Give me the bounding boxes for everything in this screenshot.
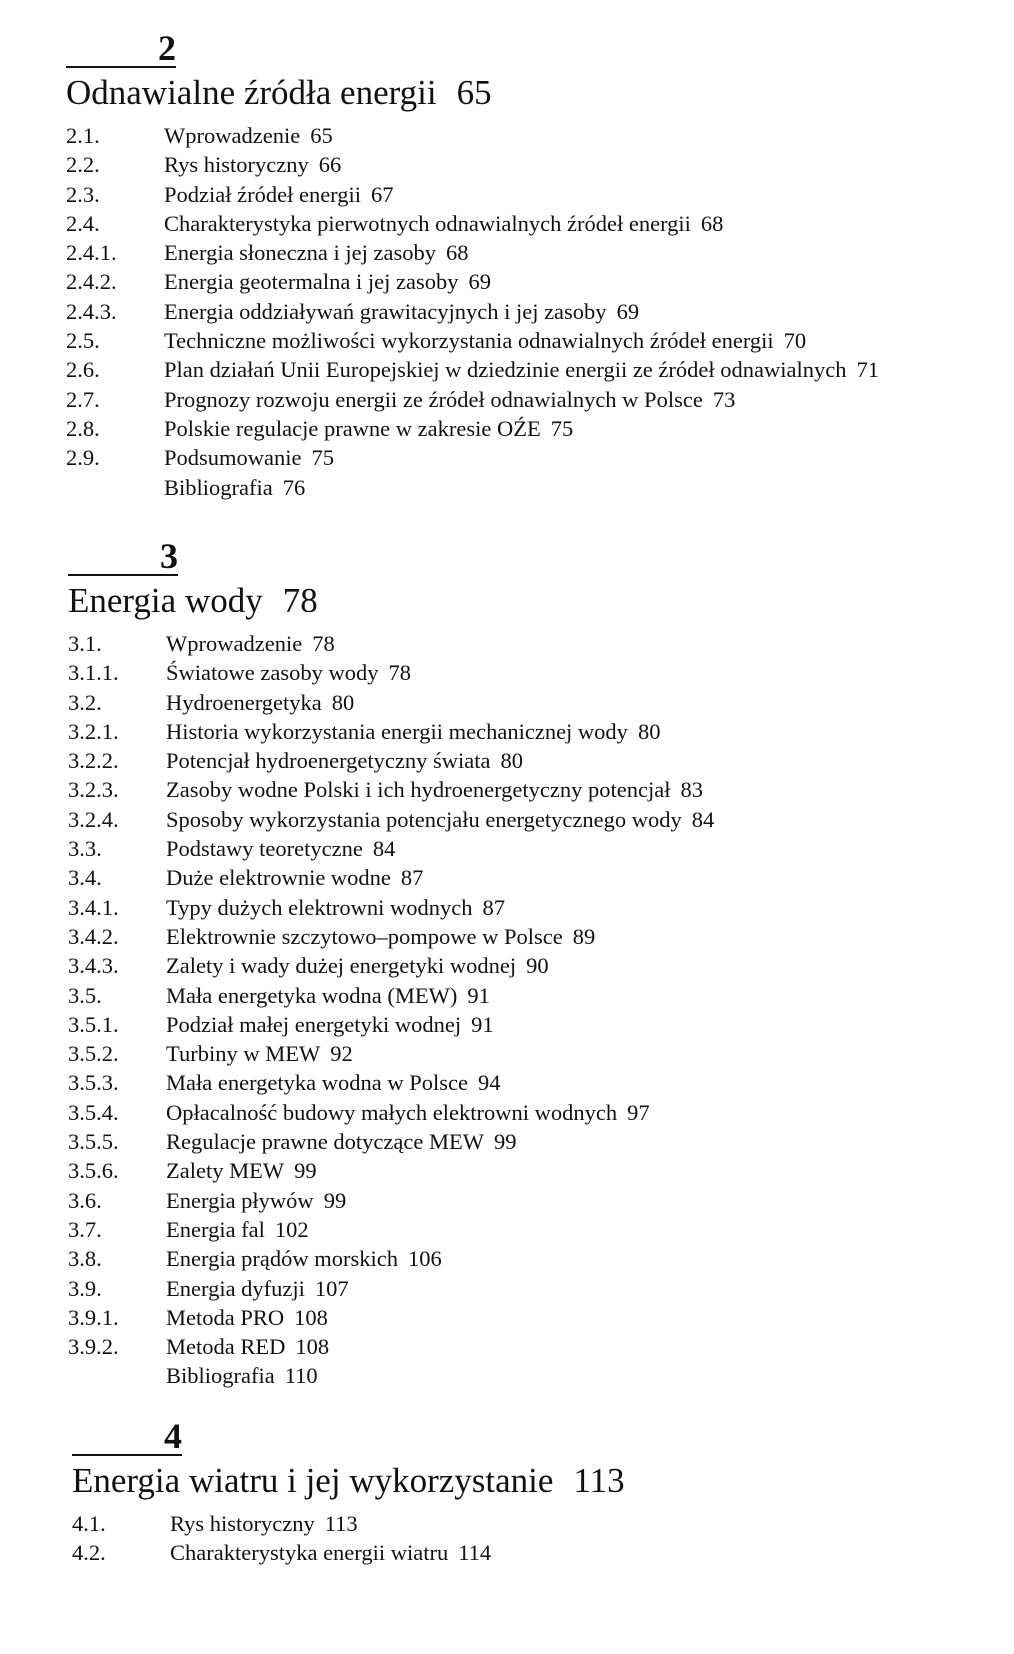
- toc-entry: [72, 1509, 625, 1538]
- toc-entry-page: 78: [312, 631, 335, 656]
- toc-entry-number: 3.5.2.: [68, 1041, 119, 1067]
- toc-entry: [68, 629, 335, 658]
- toc-entry-page: 68: [445, 240, 469, 266]
- chapter-number: 4: [164, 1416, 182, 1456]
- toc-entry-title: Elektrownie szczytowo–pompowe w Polsce: [166, 923, 563, 949]
- toc-entry-number: 3.7.: [68, 1216, 102, 1242]
- toc-entry-page: 97: [627, 1099, 650, 1125]
- toc-entry: [66, 150, 492, 179]
- toc-entry: [72, 1538, 625, 1567]
- toc-entry-title-group: [164, 180, 394, 209]
- toc-entry-page: 70: [783, 328, 807, 354]
- toc-entry-page: 110: [284, 1363, 318, 1389]
- toc-entry-page: 71: [856, 357, 879, 383]
- toc-entry: [66, 414, 574, 443]
- toc-entry-title: Polskie regulacje prawne w zakresie OŹE: [164, 415, 541, 441]
- chapter-page: 65: [456, 73, 492, 112]
- toc-entry-title: Wprowadzenie: [166, 631, 303, 656]
- toc-entry-title-group: [164, 414, 573, 443]
- toc-entry-title: Opłacalność budowy małych elektrowni wodnych: [166, 1099, 618, 1125]
- toc-entry-title-group: [166, 863, 423, 892]
- toc-entry-page: 108: [294, 1304, 328, 1330]
- toc-entry: [68, 658, 411, 687]
- toc-entry-title-group: [166, 775, 703, 804]
- toc-entry-number: 3.8.: [68, 1246, 102, 1272]
- toc-entry-number: 2.4.3.: [66, 298, 117, 324]
- toc-entry-number: 3.5.1.: [68, 1011, 119, 1037]
- toc-entry-title-group: [164, 238, 468, 267]
- chapter-title-text: Odnawialne źródła energii: [66, 73, 437, 112]
- toc-entry-number: 3.5.5.: [68, 1129, 119, 1155]
- toc-entry-page: 80: [500, 748, 523, 774]
- chapter-page: 78: [282, 581, 318, 620]
- toc-entry-title-group: [166, 922, 595, 951]
- toc-entry-title: Podsumowanie: [164, 445, 302, 471]
- toc-entry: [68, 717, 661, 746]
- toc-entry-number: 4.2.: [72, 1540, 106, 1566]
- toc-entry-title-group: [166, 746, 523, 775]
- toc-entry: [68, 1332, 330, 1361]
- toc-entry-number: 3.4.3.: [68, 953, 119, 979]
- toc-entry-page: 114: [458, 1540, 492, 1566]
- toc-entry-page: 69: [616, 298, 640, 324]
- toc-entry: [68, 1010, 494, 1039]
- toc-entry-title: Energia fal: [166, 1216, 265, 1242]
- toc-entry-title: Energia pływów: [166, 1187, 314, 1213]
- toc-entry-page: 84: [372, 836, 396, 862]
- toc-list: [66, 121, 879, 502]
- toc-entry-page: 106: [408, 1246, 442, 1272]
- toc-entry: [66, 355, 879, 384]
- toc-entry: [68, 688, 355, 717]
- toc-entry-number: 3.4.: [68, 865, 102, 891]
- toc-entry-title: Energia dyfuzji: [166, 1275, 305, 1301]
- toc-entry-title: Bibliografia: [166, 1363, 275, 1389]
- toc-list: [68, 629, 715, 1391]
- toc-entry-page: 65: [310, 123, 333, 148]
- chapter-page: 113: [573, 1461, 625, 1500]
- toc-entry-number: 3.1.: [68, 631, 102, 656]
- toc-entry-page: 83: [680, 777, 703, 803]
- chapter-number: 2: [158, 28, 176, 68]
- toc-entry-number: 2.4.2.: [66, 269, 117, 295]
- toc-entry: [68, 1039, 353, 1068]
- toc-entry-title-group: [164, 443, 334, 472]
- toc-entry-title: Typy dużych elektrowni wodnych: [166, 894, 473, 920]
- toc-entry-page: 66: [318, 152, 342, 178]
- toc-entry-title: Energia oddziaływań grawitacyjnych i jej zasoby: [164, 298, 607, 324]
- toc-entry-title: Prognozy rozwoju energii ze źródeł odnawialnych w Polsce: [164, 386, 703, 412]
- toc-entry: [68, 951, 549, 980]
- toc-entry-title: Rys historyczny: [164, 152, 309, 178]
- toc-entry: [66, 121, 492, 150]
- toc-entry-title: Hydroenergetyka: [166, 689, 322, 715]
- toc-entry: [68, 1127, 517, 1156]
- chapter-rule: [66, 66, 176, 68]
- toc-entry: [68, 775, 703, 804]
- toc-entry-number: 3.9.: [68, 1275, 102, 1301]
- toc-entry-title: Podział małej energetyki wodnej: [166, 1011, 462, 1037]
- toc-entry: [68, 1215, 318, 1244]
- toc-entry-number: 4.1.: [72, 1511, 106, 1536]
- toc-entry-title-group: [166, 1332, 329, 1361]
- toc-entry-page: 84: [691, 806, 715, 832]
- toc-entry-title-group: [170, 1538, 491, 1567]
- toc-entry-page: 69: [468, 269, 491, 295]
- toc-entry-page: 99: [323, 1187, 347, 1213]
- toc-entry-number: 3.5.6.: [68, 1158, 119, 1184]
- toc-entry-page: 91: [471, 1011, 494, 1037]
- toc-entry-page: 87: [400, 865, 424, 891]
- toc-entry-title-group: [166, 805, 714, 834]
- chapter-title-text: Energia wiatru i jej wykorzystanie: [72, 1461, 554, 1500]
- toc-entry-title: Metoda PRO: [166, 1304, 285, 1330]
- toc-entry-title-group: [166, 1156, 317, 1185]
- toc-entry-title: Potencjał hydroenergetyczny świata: [166, 748, 491, 774]
- toc-entry: [66, 385, 736, 414]
- toc-entry-title: Charakterystyka pierwotnych odnawialnych źródeł energii: [164, 210, 691, 236]
- toc-entry-page: 76: [282, 474, 306, 500]
- toc-entry-title: Plan działań Unii Europejskiej w dziedzinie energii ze źródeł odnawialnych: [164, 357, 847, 383]
- toc-entry-page: 75: [311, 445, 334, 471]
- chapter-header: [72, 1416, 625, 1456]
- toc-entry-title: Rys historyczny: [170, 1511, 315, 1536]
- toc-entry-number: 3.4.1.: [68, 894, 119, 920]
- toc-entry-title-group: [166, 1244, 442, 1273]
- toc-entry-title-group: [166, 1127, 516, 1156]
- toc-entry-page: 78: [388, 660, 411, 686]
- toc-entry-page: 68: [700, 210, 724, 236]
- toc-entry-number: 3.4.2.: [68, 923, 119, 949]
- toc-entry-title-group: [166, 717, 660, 746]
- toc-entry: [68, 1244, 442, 1273]
- toc-entry-number: 2.7.: [66, 386, 100, 412]
- toc-entry-title-group: [164, 297, 639, 326]
- toc-entry: [68, 746, 523, 775]
- toc-entry-number: 3.5.3.: [68, 1070, 119, 1096]
- toc-entry-page: 75: [550, 415, 574, 441]
- toc-entry-title-group: [166, 1274, 349, 1303]
- chapter-rule: [72, 1454, 182, 1456]
- toc-entry-number: 2.9.: [66, 445, 100, 471]
- toc-entry-page: 99: [294, 1158, 317, 1184]
- toc-entry-page: 89: [572, 923, 596, 949]
- chapter-title: [66, 71, 492, 115]
- toc-entry-page: 99: [493, 1129, 517, 1155]
- toc-entry-title: Metoda RED: [166, 1334, 286, 1360]
- toc-entry-title-group: [164, 355, 879, 384]
- chapter-header: [66, 28, 492, 68]
- toc-entry-title: Historia wykorzystania energii mechanicznej wody: [166, 718, 628, 744]
- toc-entry-title-group: [164, 267, 491, 296]
- chapter-title: [68, 579, 318, 623]
- toc-entry-title: Energia słoneczna i jej zasoby: [164, 240, 436, 266]
- toc-entry-title-group: [166, 1215, 309, 1244]
- toc-entry: [68, 1361, 318, 1390]
- toc-entry-number: 3.5.4.: [68, 1099, 119, 1125]
- chapter-header: [68, 536, 318, 576]
- toc-entry-number: 2.4.1.: [66, 240, 117, 266]
- toc-entry-title-group: [170, 1509, 358, 1538]
- toc-entry-page: 91: [467, 982, 490, 1008]
- toc-entry-number: 2.2.: [66, 152, 100, 178]
- toc-entry-number: 3.5.: [68, 982, 102, 1008]
- toc-entry: [68, 1303, 328, 1332]
- toc-entry-title-group: [166, 981, 490, 1010]
- toc-entry-title-group: [166, 658, 411, 687]
- toc-entry-number: 3.1.1.: [68, 660, 119, 686]
- chapter-2: [66, 28, 879, 502]
- toc-entry: [68, 1186, 347, 1215]
- toc-entry-title: Mała energetyka wodna (MEW): [166, 982, 458, 1008]
- toc-entry: [68, 1274, 349, 1303]
- toc-entry-number: 3.9.1.: [68, 1304, 119, 1330]
- toc-entry: [68, 1068, 501, 1097]
- chapter-rule: [68, 574, 178, 576]
- toc-entry-number: 2.1.: [66, 123, 100, 148]
- toc-entry: [66, 209, 724, 238]
- toc-entry-number: 2.8.: [66, 415, 100, 441]
- chapter-title-text: Energia wody: [68, 581, 263, 620]
- toc-entry-title-group: [166, 1010, 494, 1039]
- toc-entry-page: 87: [482, 894, 505, 920]
- toc-entry-title-group: [166, 834, 395, 863]
- chapter-title: [72, 1459, 625, 1503]
- toc-entry-title: Zasoby wodne Polski i ich hydroenergetyczny potencjał: [166, 777, 671, 803]
- toc-entry: [66, 297, 640, 326]
- toc-entry-title: Charakterystyka energii wiatru: [170, 1540, 449, 1566]
- toc-entry: [68, 863, 424, 892]
- toc-entry-page: 94: [478, 1070, 501, 1096]
- toc-entry-title-group: [164, 209, 723, 238]
- chapter-3: [68, 536, 715, 1391]
- toc-entry: [68, 922, 596, 951]
- toc-entry: [66, 238, 492, 267]
- toc-entry-title-group: [166, 1361, 318, 1390]
- toc-entry-page: 80: [637, 718, 661, 744]
- toc-entry-title-group: [164, 385, 735, 414]
- toc-entry-title-group: [164, 121, 333, 150]
- toc-entry-title-group: [166, 951, 549, 980]
- toc-entry-number: 2.6.: [66, 357, 100, 383]
- toc-entry-title: Zalety MEW: [166, 1158, 285, 1184]
- toc-list: [72, 1509, 625, 1568]
- toc-entry-number: 2.3.: [66, 181, 100, 207]
- toc-entry-number: 2.4.: [66, 210, 100, 236]
- toc-entry-title-group: [166, 629, 335, 658]
- toc-entry-number: 3.2.2.: [68, 748, 119, 774]
- toc-entry: [68, 834, 396, 863]
- toc-entry-page: 108: [295, 1334, 330, 1360]
- toc-entry-title-group: [166, 688, 354, 717]
- toc-entry: [66, 443, 492, 472]
- toc-entry-title: Mała energetyka wodna w Polsce: [166, 1070, 468, 1096]
- toc-entry: [66, 326, 807, 355]
- toc-entry-title: Sposoby wykorzystania potencjału energetycznego wody: [166, 806, 682, 832]
- toc-entry: [68, 893, 505, 922]
- toc-entry-title: Techniczne możliwości wykorzystania odnawialnych źródeł energii: [164, 328, 774, 354]
- toc-entry-number: 3.3.: [68, 836, 102, 862]
- toc-entry-page: 113: [324, 1511, 358, 1536]
- toc-entry-number: 3.6.: [68, 1187, 102, 1213]
- toc-entry-title-group: [164, 473, 305, 502]
- toc-entry-number: 3.2.3.: [68, 777, 119, 803]
- toc-entry-title-group: [166, 1098, 650, 1127]
- toc-entry-page: 73: [712, 386, 736, 412]
- toc-entry-title-group: [164, 326, 806, 355]
- toc-entry-title-group: [164, 150, 341, 179]
- toc-entry-page: 102: [274, 1216, 309, 1242]
- toc-entry-number: 3.2.1.: [68, 718, 119, 744]
- toc-entry-page: 92: [330, 1041, 353, 1067]
- toc-entry-number: 3.9.2.: [68, 1334, 119, 1360]
- toc-entry-page: 67: [371, 181, 394, 207]
- toc-entry: [66, 473, 492, 502]
- toc-entry-title: Światowe zasoby wody: [166, 660, 379, 686]
- toc-entry-title: Zalety i wady dużej energetyki wodnej: [166, 953, 517, 979]
- toc-entry-title-group: [166, 1068, 501, 1097]
- chapter-number: 3: [160, 536, 178, 576]
- toc-entry-title: Regulacje prawne dotyczące MEW: [166, 1129, 484, 1155]
- toc-entry: [68, 1098, 650, 1127]
- toc-entry-page: 107: [314, 1275, 349, 1301]
- toc-entry: [66, 267, 492, 296]
- toc-entry-title: Energia geotermalna i jej zasoby: [164, 269, 459, 295]
- toc-entry-page: 80: [331, 689, 355, 715]
- chapter-4: [72, 1416, 625, 1568]
- toc-entry-title-group: [166, 1186, 346, 1215]
- toc-entry-number: 3.2.4.: [68, 806, 119, 832]
- toc-entry-title: Podział źródeł energii: [164, 181, 362, 207]
- toc-entry-title: Bibliografia: [164, 474, 273, 500]
- toc-entry: [68, 805, 715, 834]
- toc-entry: [66, 180, 492, 209]
- toc-entry-page: 90: [526, 953, 549, 979]
- toc-entry: [68, 981, 490, 1010]
- toc-entry-number: 2.5.: [66, 328, 100, 354]
- toc-entry-title: Wprowadzenie: [164, 123, 301, 148]
- toc-entry-title: Duże elektrownie wodne: [166, 865, 391, 891]
- toc-entry-title-group: [166, 893, 505, 922]
- toc-entry-title-group: [166, 1039, 353, 1068]
- toc-entry: [68, 1156, 318, 1185]
- toc-entry-title: Podstawy teoretyczne: [166, 836, 363, 862]
- toc-entry-title: Energia prądów morskich: [166, 1246, 399, 1272]
- toc-entry-title: Turbiny w MEW: [166, 1041, 321, 1067]
- toc-entry-title-group: [166, 1303, 328, 1332]
- toc-entry-number: 3.2.: [68, 689, 102, 715]
